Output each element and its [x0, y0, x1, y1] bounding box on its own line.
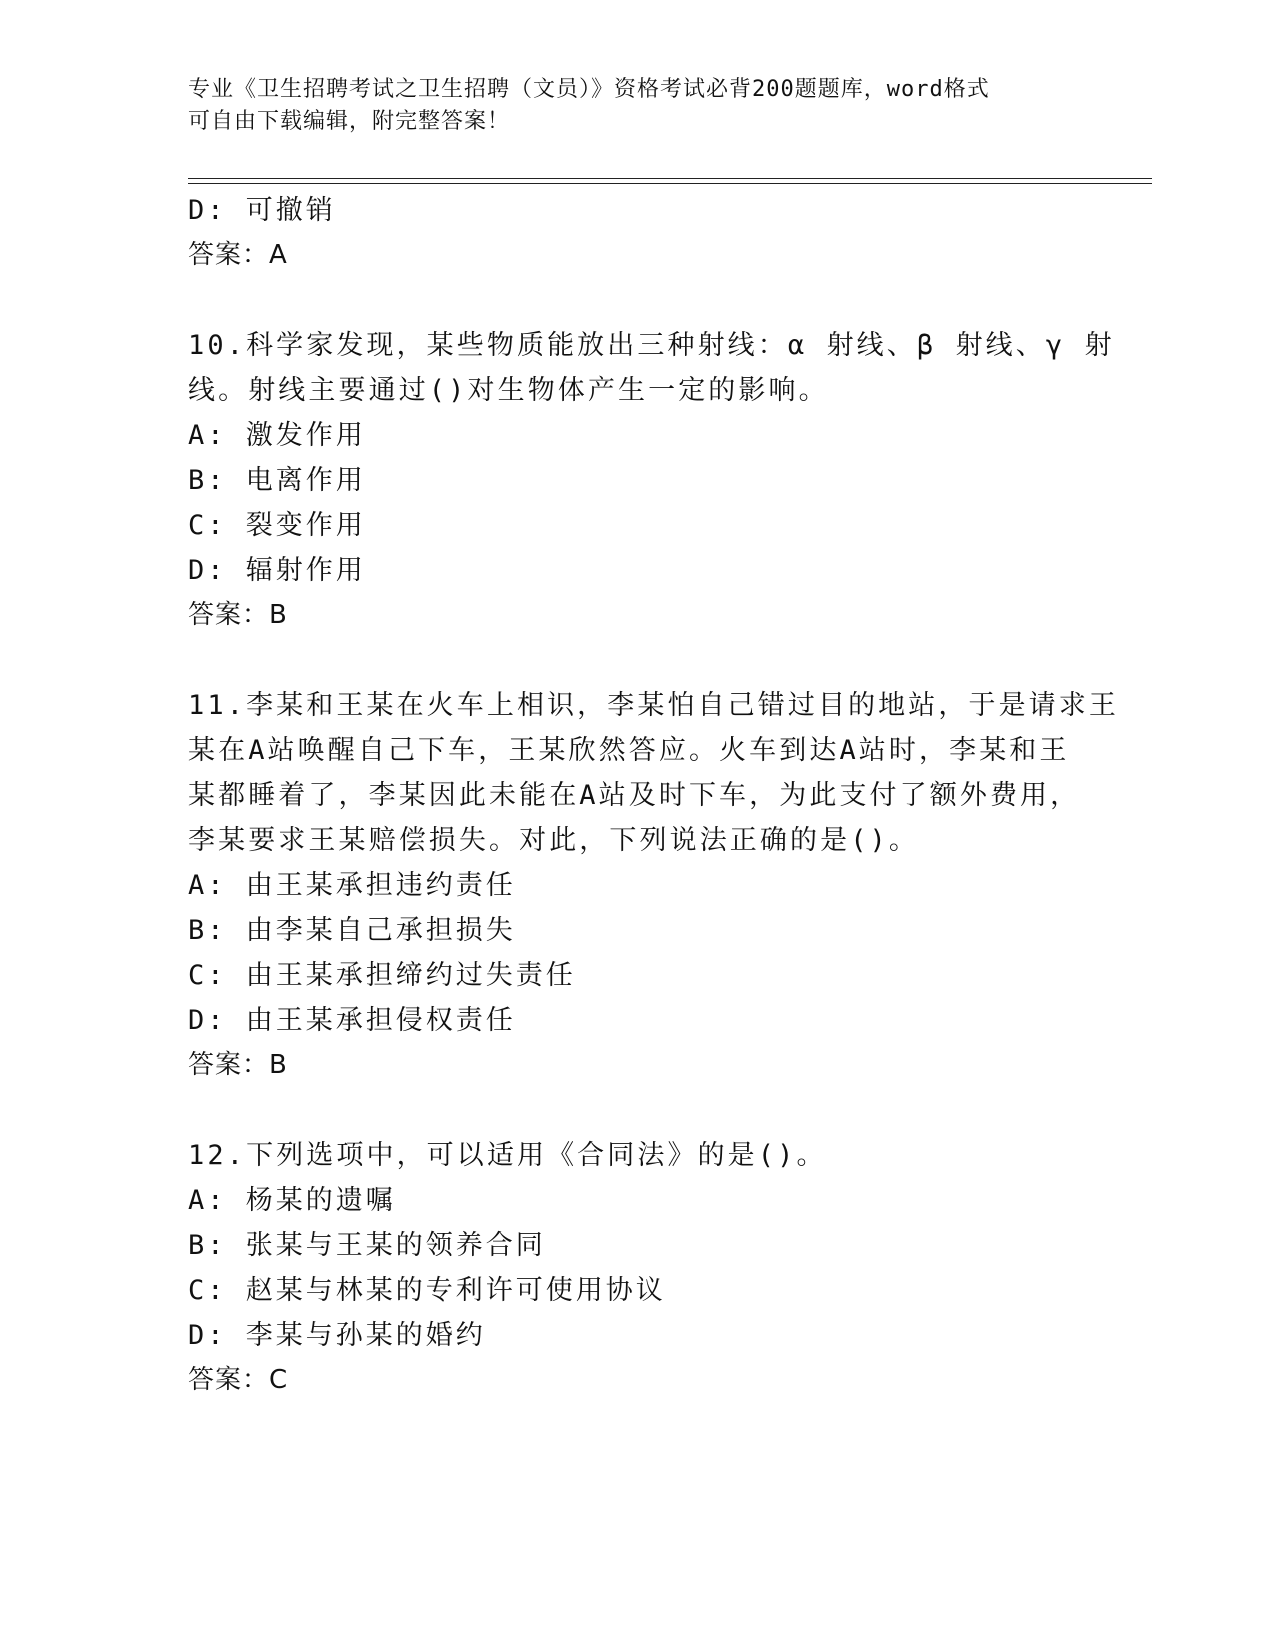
option-c: C: 赵某与林某的专利许可使用协议 — [188, 1275, 666, 1306]
question-10 — [188, 323, 1115, 638]
spacer — [188, 1088, 1068, 1133]
question-12 — [188, 1133, 1068, 1403]
option-b: B: 电离作用 — [188, 465, 366, 496]
option-a: A: 激发作用 — [188, 420, 366, 451]
question-stem-line: 李某要求王某赔偿损失。对此，下列说法正确的是()。 — [188, 825, 920, 856]
header-rule-bottom — [188, 183, 1152, 184]
prev-answer: 答案：A — [188, 240, 288, 270]
answer: 答案：B — [188, 600, 288, 630]
option-c: C: 由王某承担缔约过失责任 — [188, 960, 576, 991]
option-a: A: 杨某的遗嘱 — [188, 1185, 396, 1216]
header-line-1: 专业《卫生招聘考试之卫生招聘（文员）》资格考试必背200题题库，word格式 — [188, 77, 990, 102]
header-line-2: 可自由下载编辑，附完整答案！ — [188, 109, 511, 134]
document-body — [188, 188, 1119, 1403]
option-d: D: 李某与孙某的婚约 — [188, 1320, 486, 1351]
question-stem-line: 线。射线主要通过()对生物体产生一定的影响。 — [188, 375, 829, 406]
question-stem-line: 某在A站唤醒自己下车，王某欣然答应。火车到达A站时，李某和王 — [188, 735, 1070, 766]
document-header — [188, 74, 1068, 138]
option-c: C: 裂变作用 — [188, 510, 366, 541]
prev-option-d: D: 可撤销 — [188, 195, 336, 226]
option-b: B: 张某与王某的领养合同 — [188, 1230, 546, 1261]
option-b: B: 由李某自己承担损失 — [188, 915, 516, 946]
question-stem-line: 12.下列选项中，可以适用《合同法》的是()。 — [188, 1140, 827, 1171]
answer: 答案：B — [188, 1050, 288, 1080]
answer: 答案：C — [188, 1365, 289, 1395]
option-d: D: 由王某承担侵权责任 — [188, 1005, 516, 1036]
question-stem-line: 10.科学家发现，某些物质能放出三种射线：α 射线、β 射线、γ 射 — [188, 330, 1115, 361]
question-11 — [188, 683, 1119, 1088]
header-rule-top — [188, 178, 1152, 179]
question-stem-line: 11.李某和王某在火车上相识，李某怕自己错过目的地站，于是请求王 — [188, 690, 1119, 721]
question-stem-line: 某都睡着了，李某因此未能在A站及时下车，为此支付了额外费用， — [188, 780, 1081, 811]
option-a: A: 由王某承担违约责任 — [188, 870, 516, 901]
spacer — [188, 638, 1068, 683]
option-d: D: 辐射作用 — [188, 555, 366, 586]
spacer — [188, 278, 1068, 323]
